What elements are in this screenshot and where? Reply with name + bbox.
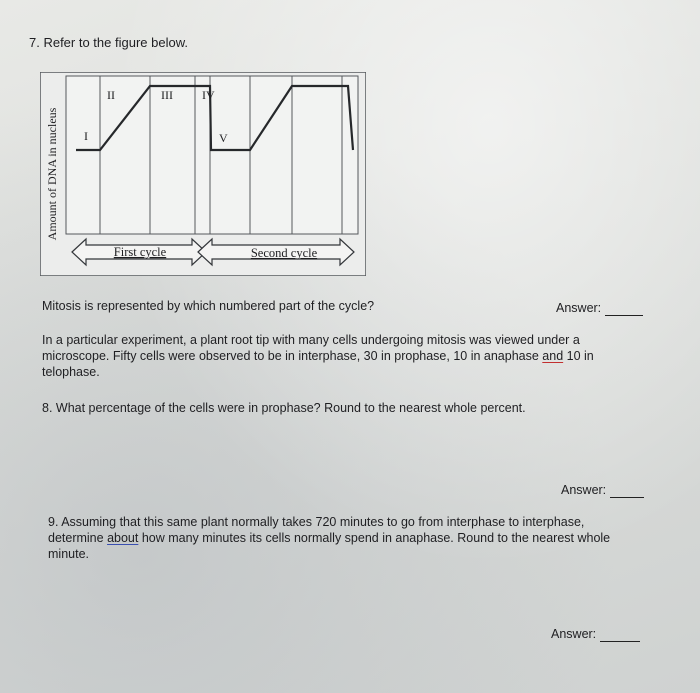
- dna-content-figure: [40, 72, 366, 276]
- question-9-part1: 9. Assuming that this same plant normally takes 720 minutes to go from interphase to interphase, determine: [48, 515, 585, 545]
- answer-label: Answer:: [556, 301, 602, 315]
- answer-blank: [610, 483, 644, 498]
- phase-label-v: V: [219, 131, 228, 145]
- question-9-about: about: [107, 531, 139, 545]
- experiment-text-part1: In a particular experiment, a plant root tip with many cells undergoing mitosis was viewed under a microscope. Fifty cells were observed to be in interphase, 30 in prophase, 10 in anaphase: [42, 333, 580, 363]
- phase-label-iv: IV: [202, 88, 215, 102]
- experiment-text-and: and: [542, 349, 564, 363]
- experiment-text-part2: 10 in telophase.: [42, 349, 594, 379]
- question-9: [48, 514, 638, 562]
- phase-label-ii: II: [107, 88, 115, 102]
- first-cycle-label: First cycle: [113, 245, 167, 259]
- answer-blank: [605, 301, 643, 316]
- answer-blank: [600, 627, 640, 642]
- phase-label-iii: III: [161, 88, 173, 102]
- question-8: 8. What percentage of the cells were in prophase? Round to the nearest whole percent.: [42, 401, 526, 415]
- answer-label: Answer:: [551, 627, 597, 641]
- figure-y-label: Amount of DNA in nucleus: [45, 107, 59, 241]
- answer-line-q8: [561, 482, 644, 498]
- answer-label: Answer:: [561, 483, 607, 497]
- experiment-paragraph: [42, 332, 632, 380]
- answer-line-mitosis: [556, 300, 643, 316]
- mitosis-question: Mitosis is represented by which numbered part of the cycle?: [42, 299, 375, 313]
- question-9-part2: how many minutes its cells normally spend in anaphase. Round to the nearest whole minute.: [48, 531, 611, 561]
- question-7-title: 7. Refer to the figure below.: [29, 35, 188, 50]
- second-cycle-label: Second cycle: [250, 246, 318, 260]
- answer-line-q9: [551, 626, 640, 642]
- phase-label-i: I: [84, 129, 88, 143]
